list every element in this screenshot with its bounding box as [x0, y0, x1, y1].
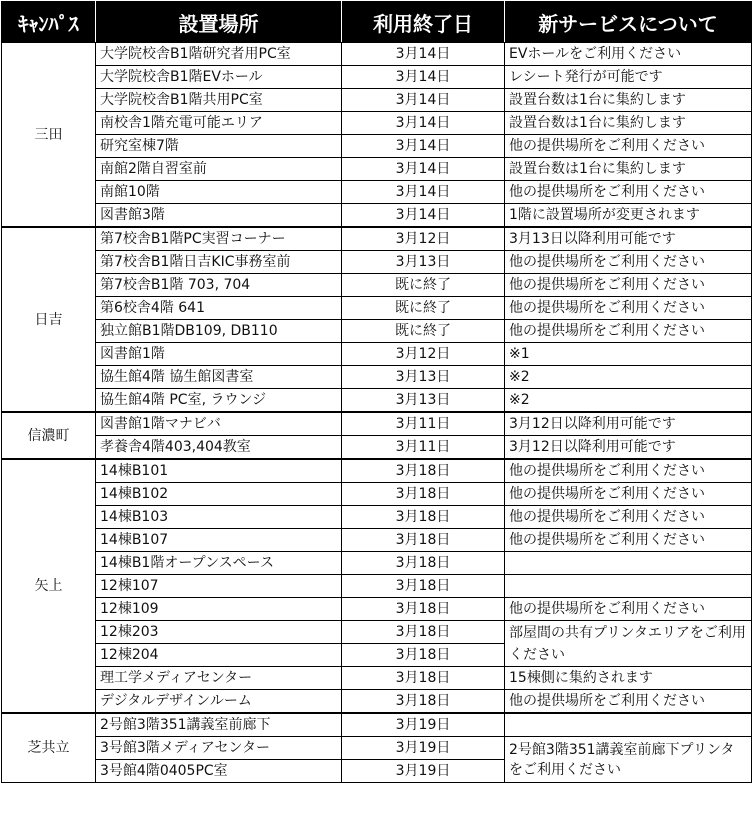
- location-cell: 協生館4階 PC室, ラウンジ: [96, 389, 342, 413]
- table-row: [2, 436, 752, 460]
- table-row: [2, 343, 752, 366]
- end-date-cell: 3月14日: [342, 66, 505, 89]
- service-cell: 他の提供場所をご利用ください: [505, 135, 752, 158]
- service-cell: 他の提供場所をご利用ください: [505, 506, 752, 529]
- table-row: [2, 713, 752, 737]
- service-cell: 設置台数は1台に集約します: [505, 89, 752, 112]
- service-cell: 他の提供場所をご利用ください: [505, 297, 752, 320]
- end-date-cell: 3月14日: [342, 89, 505, 112]
- end-date-cell: 3月14日: [342, 112, 505, 135]
- end-date-cell: 3月18日: [342, 529, 505, 552]
- end-date-cell: 3月18日: [342, 506, 505, 529]
- end-date-cell: 3月13日: [342, 389, 505, 413]
- location-cell: 大学院校舎B1階研究者用PC室: [96, 43, 342, 66]
- end-date-cell: 3月18日: [342, 552, 505, 575]
- campus-cell-yagami: 矢上: [2, 459, 96, 713]
- table-row: [2, 366, 752, 389]
- table-row: [2, 227, 752, 251]
- service-cell: 他の提供場所をご利用ください: [505, 320, 752, 343]
- service-cell: 他の提供場所をご利用ください: [505, 598, 752, 621]
- end-date-cell: 3月18日: [342, 575, 505, 598]
- header-row: [2, 2, 752, 43]
- end-date-cell: 3月12日: [342, 343, 505, 366]
- location-cell: 2号館3階351講義室前廊下: [96, 713, 342, 737]
- end-date-cell: 3月19日: [342, 713, 505, 737]
- service-cell-merged: 2号館3階351講義室前廊下プリンタをご利用ください: [505, 737, 752, 783]
- service-cell: ※1: [505, 343, 752, 366]
- table-row: [2, 529, 752, 552]
- end-date-cell: 既に終了: [342, 274, 505, 297]
- table-row: [2, 251, 752, 274]
- table-row: [2, 66, 752, 89]
- table-row: [2, 483, 752, 506]
- location-cell: 3号館3階メディアセンター: [96, 737, 342, 760]
- service-cell: 他の提供場所をご利用ください: [505, 181, 752, 204]
- service-cell: レシート発行が可能です: [505, 66, 752, 89]
- campus-cell-shinanomachi: 信濃町: [2, 412, 96, 459]
- end-date-cell: 3月19日: [342, 737, 505, 760]
- location-cell: 図書館1階: [96, 343, 342, 366]
- end-date-cell: 3月18日: [342, 459, 505, 483]
- location-cell: 大学院校舎B1階共用PC室: [96, 89, 342, 112]
- table-row: [2, 552, 752, 575]
- location-cell: デジタルデザインルーム: [96, 690, 342, 714]
- service-cell: 15棟側に集約されます: [505, 667, 752, 690]
- printer-service-table: [1, 1, 752, 783]
- service-cell-merged: 部屋間の共有プリンタエリアをご利用ください: [505, 621, 752, 667]
- end-date-cell: 3月18日: [342, 667, 505, 690]
- campus-cell-mita: 三田: [2, 43, 96, 228]
- end-date-cell: 3月18日: [342, 483, 505, 506]
- service-cell: 3月12日以降利用可能です: [505, 412, 752, 436]
- end-date-cell: 3月18日: [342, 644, 505, 667]
- service-cell: 他の提供場所をご利用ください: [505, 251, 752, 274]
- campus-cell-hiyoshi: 日吉: [2, 227, 96, 412]
- end-date-cell: 3月11日: [342, 412, 505, 436]
- header-new-service: 新サービスについて: [505, 2, 752, 43]
- header-location: 設置場所: [96, 2, 342, 43]
- table-row: [2, 621, 752, 644]
- table-row: [2, 112, 752, 135]
- location-cell: 第7校舎B1階日吉KIC事務室前: [96, 251, 342, 274]
- location-cell: 研究室棟7階: [96, 135, 342, 158]
- table-row: [2, 158, 752, 181]
- table-row: [2, 89, 752, 112]
- location-cell: 第7校舎B1階PC実習コーナー: [96, 227, 342, 251]
- location-cell: 南館10階: [96, 181, 342, 204]
- service-cell: ※2: [505, 366, 752, 389]
- location-cell: 孝養舎4階403,404教室: [96, 436, 342, 460]
- end-date-cell: 3月18日: [342, 621, 505, 644]
- end-date-cell: 既に終了: [342, 297, 505, 320]
- header-campus: ｷｬﾝﾊﾟｽ: [2, 2, 96, 43]
- table-row: [2, 412, 752, 436]
- service-cell: [505, 575, 752, 598]
- location-cell: 南校舎1階充電可能エリア: [96, 112, 342, 135]
- location-cell: 12棟203: [96, 621, 342, 644]
- location-cell: 南館2階自習室前: [96, 158, 342, 181]
- location-cell: 12棟109: [96, 598, 342, 621]
- end-date-cell: 3月18日: [342, 598, 505, 621]
- location-cell: 協生館4階 協生館図書室: [96, 366, 342, 389]
- location-cell: 独立館B1階DB109, DB110: [96, 320, 342, 343]
- end-date-cell: 3月12日: [342, 227, 505, 251]
- table-row: [2, 204, 752, 228]
- end-date-cell: 3月19日: [342, 760, 505, 783]
- service-cell: 1階に設置場所が変更されます: [505, 204, 752, 228]
- table-row: [2, 274, 752, 297]
- service-cell: 設置台数は1台に集約します: [505, 158, 752, 181]
- end-date-cell: 3月14日: [342, 204, 505, 228]
- table-row: [2, 737, 752, 760]
- location-cell: 3号館4階0405PC室: [96, 760, 342, 783]
- service-cell: 他の提供場所をご利用ください: [505, 483, 752, 506]
- header-end-date: 利用終了日: [342, 2, 505, 43]
- location-cell: 14棟B101: [96, 459, 342, 483]
- location-cell: 14棟B1階オープンスペース: [96, 552, 342, 575]
- service-cell: ※2: [505, 389, 752, 413]
- location-cell: 14棟B107: [96, 529, 342, 552]
- location-cell: 第7校舎B1階 703, 704: [96, 274, 342, 297]
- service-cell: 3月13日以降利用可能です: [505, 227, 752, 251]
- campus-cell-shiba-kyoritsu: 芝共立: [2, 713, 96, 783]
- table-row: [2, 690, 752, 714]
- service-cell: 設置台数は1台に集約します: [505, 112, 752, 135]
- service-cell: 他の提供場所をご利用ください: [505, 690, 752, 714]
- table-row: [2, 389, 752, 413]
- service-cell: 他の提供場所をご利用ください: [505, 529, 752, 552]
- service-cell: [505, 713, 752, 737]
- end-date-cell: 3月14日: [342, 158, 505, 181]
- end-date-cell: 3月18日: [342, 690, 505, 714]
- location-cell: 図書館1階マナビバ: [96, 412, 342, 436]
- location-cell: 大学院校舎B1階EVホール: [96, 66, 342, 89]
- table-row: [2, 506, 752, 529]
- table-row: [2, 181, 752, 204]
- service-cell: 他の提供場所をご利用ください: [505, 274, 752, 297]
- table-row: [2, 598, 752, 621]
- end-date-cell: 3月13日: [342, 366, 505, 389]
- location-cell: 14棟B103: [96, 506, 342, 529]
- table-row: [2, 667, 752, 690]
- end-date-cell: 既に終了: [342, 320, 505, 343]
- service-cell: EVホールをご利用ください: [505, 43, 752, 66]
- end-date-cell: 3月14日: [342, 135, 505, 158]
- end-date-cell: 3月14日: [342, 181, 505, 204]
- table-row: [2, 297, 752, 320]
- location-cell: 12棟204: [96, 644, 342, 667]
- table-row: [2, 135, 752, 158]
- service-cell: 3月12日以降利用可能です: [505, 436, 752, 460]
- table-row: [2, 459, 752, 483]
- end-date-cell: 3月13日: [342, 251, 505, 274]
- end-date-cell: 3月11日: [342, 436, 505, 460]
- service-cell: [505, 552, 752, 575]
- location-cell: 図書館3階: [96, 204, 342, 228]
- location-cell: 14棟B102: [96, 483, 342, 506]
- location-cell: 理工学メディアセンター: [96, 667, 342, 690]
- service-cell: 他の提供場所をご利用ください: [505, 459, 752, 483]
- end-date-cell: 3月14日: [342, 43, 505, 66]
- table-row: [2, 43, 752, 66]
- location-cell: 第6校舎4階 641: [96, 297, 342, 320]
- table-row: [2, 320, 752, 343]
- location-cell: 12棟107: [96, 575, 342, 598]
- table-row: [2, 575, 752, 598]
